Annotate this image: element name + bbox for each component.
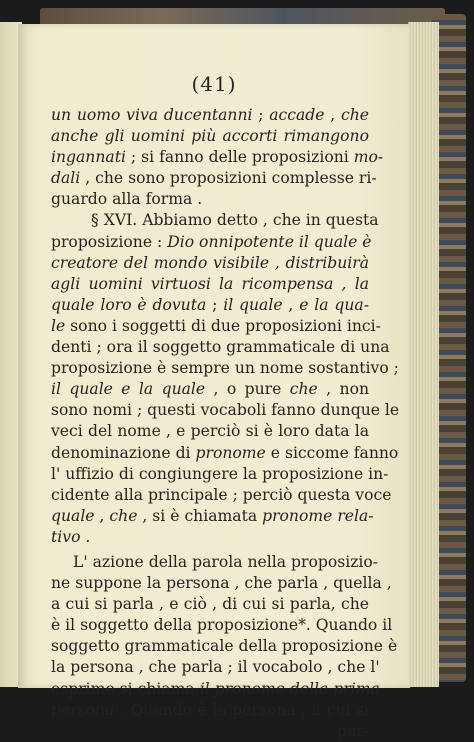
body-text [51, 105, 400, 742]
text-segment: , [94, 506, 110, 525]
text-line [51, 232, 372, 253]
text-segment: , [282, 295, 300, 314]
text-segment: a cui si parla , e ciò , di cui si parla, che [51, 595, 369, 614]
italic-text: pronome [195, 443, 266, 462]
italic-text: mo- [353, 148, 384, 167]
italic-text: tivo [51, 527, 81, 546]
text-segment: sono i soggetti di due proposizioni inci- [65, 316, 381, 335]
text-line [51, 400, 400, 421]
text-segment: l' uffizio di congiungere la proposizione in- [51, 464, 389, 483]
text-line [51, 443, 399, 464]
italic-text: e la qua- [299, 295, 369, 314]
italic-text: dali [51, 169, 81, 188]
book-page [18, 24, 410, 740]
italic-text: pronome rela- [262, 506, 374, 525]
text-segment: . [80, 527, 91, 546]
text-line [51, 105, 369, 126]
text-line [51, 253, 369, 274]
text-segment: denominazione di [51, 443, 196, 462]
text-line [51, 316, 381, 337]
text-segment: . Quando è la persona , a cui si [114, 700, 369, 719]
text-line [51, 147, 384, 168]
italic-text: persona [51, 700, 115, 719]
text-line [51, 721, 369, 742]
text-line [51, 464, 389, 485]
text-segment: cidente alla principale ; perciò questa voce [51, 485, 392, 504]
text-line [51, 189, 369, 210]
italic-text: accade [269, 106, 325, 124]
text-line [51, 679, 380, 700]
italic-text: quale loro è dovuta [51, 295, 207, 314]
text-segment: è il soggetto della proposizione*. Quando il [51, 616, 393, 635]
italic-text: che [109, 506, 138, 525]
text-segment: ; si fanno delle proposizioni [125, 148, 354, 167]
italic-text: che [289, 380, 318, 399]
text-line [51, 358, 399, 379]
text-segment: veci del nome , e perciò si è loro data la [51, 422, 369, 441]
italic-text: Dio onnipotente il quale è [167, 232, 372, 251]
italic-text: le [51, 316, 66, 335]
text-line [51, 594, 369, 615]
text-line [51, 337, 390, 358]
text-segment: proposizione : [51, 232, 168, 251]
page-edges [408, 22, 439, 687]
text-line [51, 168, 377, 189]
text-line [51, 573, 392, 594]
text-segment: par- [336, 721, 369, 740]
text-segment: sono nomi ; questi vocaboli fanno dunque le [51, 401, 400, 420]
text-line [51, 506, 374, 527]
text-segment: , o pure [205, 380, 290, 399]
text-line [51, 700, 369, 721]
text-segment: § XVI. Abbiamo detto , che in questa [91, 211, 379, 230]
text-line [51, 615, 393, 636]
text-line [51, 126, 369, 147]
italic-text: il pronome della prima [199, 679, 380, 698]
italic-text: anche gli uomini più accorti rimangono [51, 127, 369, 146]
italic-text: creatore del mondo visibile , distribuirà [51, 253, 369, 272]
italic-text: un uomo viva ducentanni [51, 106, 253, 124]
italic-text: il quale [223, 295, 283, 314]
text-segment: , [324, 106, 341, 124]
text-segment: denti ; ora il soggetto grammaticale di una [51, 338, 390, 357]
text-segment: guardo alla forma . [51, 190, 203, 209]
text-segment: esprime si chiama [51, 679, 200, 698]
text-line [51, 295, 369, 316]
text-line [51, 485, 392, 506]
text-segment: , non [317, 380, 369, 399]
text-segment: proposizione è sempre un nome sostantivo ; [51, 359, 399, 378]
italic-text: quale [51, 506, 95, 525]
text-segment: soggetto grammaticale della proposizione è [51, 637, 398, 656]
italic-text: che [340, 106, 369, 124]
text-line [51, 421, 369, 442]
text-segment: L' azione della parola nella proposizio- [73, 552, 379, 571]
text-segment: ; [206, 295, 224, 314]
text-line [51, 527, 369, 548]
text-line [51, 657, 380, 678]
text-segment: e siccome fanno [265, 443, 399, 462]
text-segment: ne suppone la persona , che parla , quella , [51, 574, 392, 593]
text-line [51, 379, 369, 400]
text-line [51, 210, 379, 231]
text-segment: la persona , che parla ; il vocabolo , che l' [51, 658, 380, 677]
italic-text: il quale e la quale [51, 380, 206, 399]
italic-text: agli uomini virtuosi la ricompensa , la [51, 274, 369, 293]
page-number: (41) [191, 72, 237, 96]
text-line [51, 636, 398, 657]
text-segment: , che sono proposizioni complesse ri- [80, 169, 377, 188]
italic-text: ingannati [51, 148, 126, 167]
text-line [51, 552, 379, 573]
text-segment: , si è chiamata [137, 506, 263, 525]
text-line [51, 274, 369, 295]
text-segment: ; [252, 106, 270, 124]
